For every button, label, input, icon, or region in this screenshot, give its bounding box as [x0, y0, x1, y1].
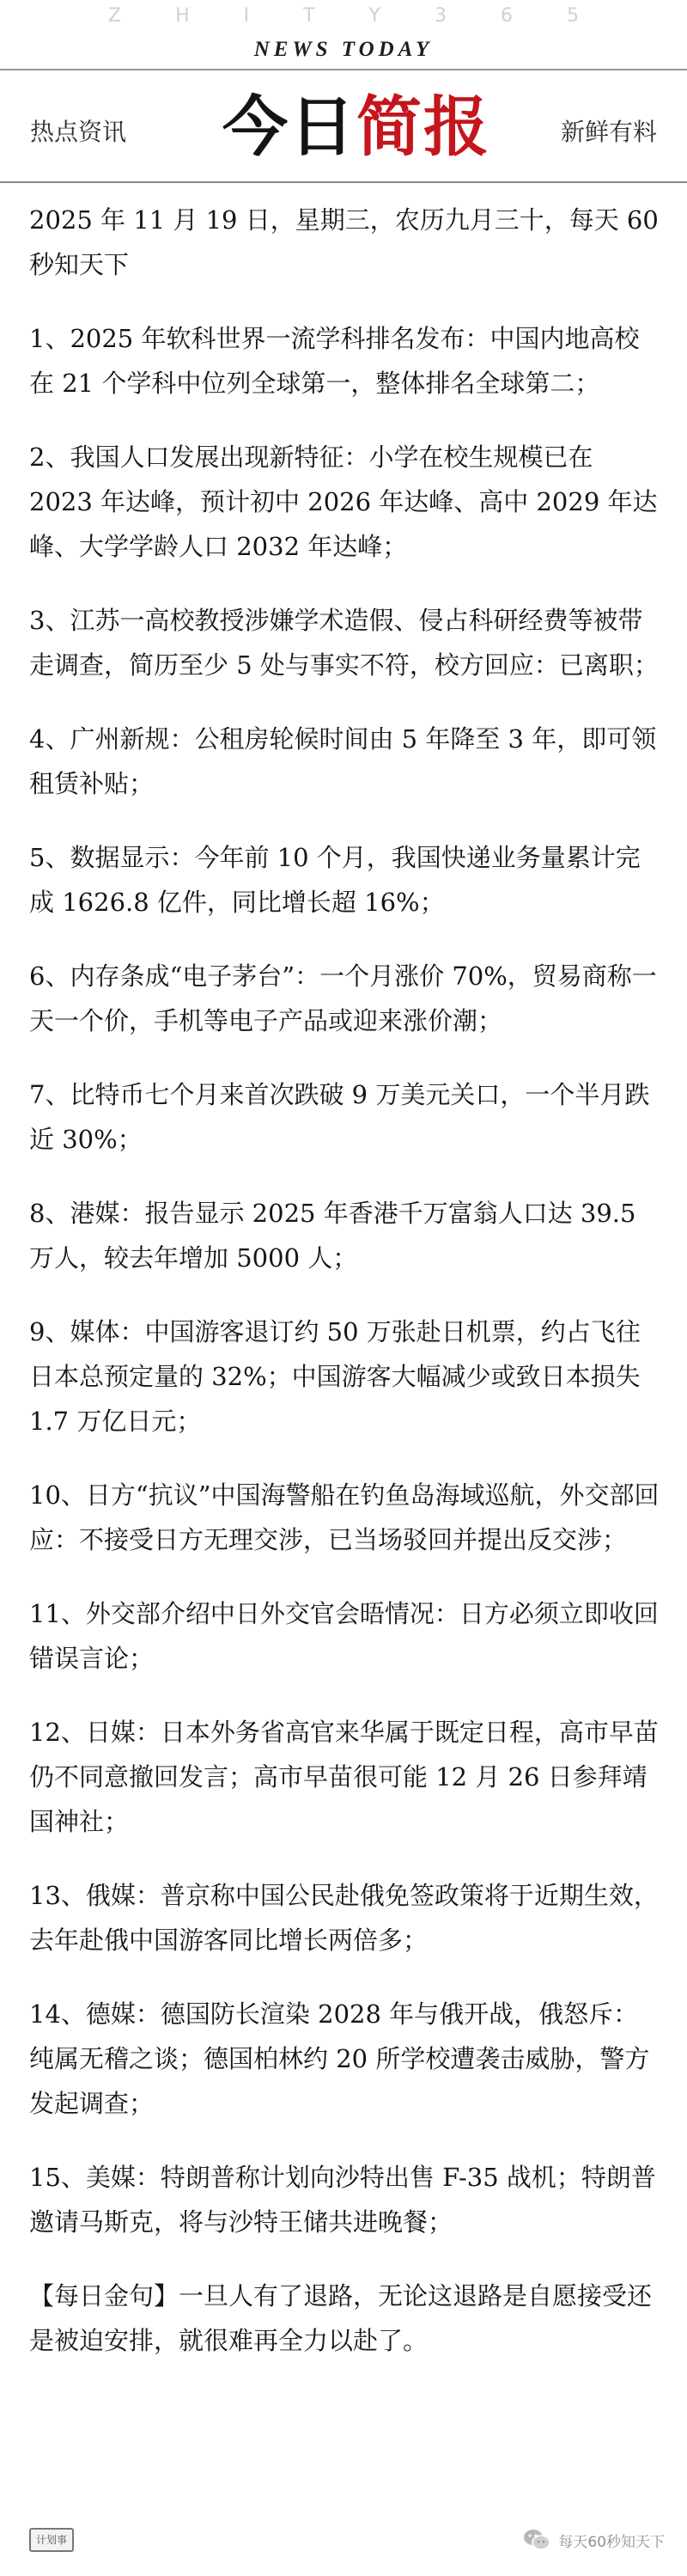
masthead-right-label: 新鲜有料: [560, 118, 657, 146]
news-item-12: 12、日媒：日本外务省高官来华属于既定日程，高市早苗仍不同意撤回发言；高市早苗很可能 12 月 26 日参拜靖国神社；: [29, 1718, 659, 1836]
date-line: 2025 年 11 月 19 日，星期三，农历九月三十，每天 60 秒知天下: [29, 205, 659, 279]
masthead-letters: Z H I T Y 3 6 5: [108, 5, 603, 27]
footer-stamp: 计划事: [29, 2528, 74, 2552]
masthead-tagline: NEWS TODAY: [253, 38, 434, 61]
masthead-top-rule: [0, 69, 687, 70]
news-item-13: 13、俄媒：普京称中国公民赴俄免签政策将于近期生效，去年赴俄中国游客同比增长两倍多；: [29, 1881, 659, 1955]
news-item-10: 10、日方“抗议”中国海警船在钓鱼岛海域巡航，外交部回应：不接受日方无理交涉，已当场驳回并提出反交涉；: [29, 1480, 660, 1554]
news-item-8: 8、港媒：报告显示 2025 年香港千万富翁人口达 39.5 万人，较去年增加 5000 人；: [29, 1199, 636, 1273]
wechat-icon: [522, 2526, 551, 2554]
article-body: [29, 198, 663, 2392]
title-black-part: 今日: [222, 89, 356, 165]
watermark-text: 每天60秒知天下: [558, 2533, 665, 2551]
news-item-7: 7、比特币七个月来首次跌破 9 万美元关口，一个半月跌近 30%；: [29, 1080, 650, 1154]
masthead: [0, 0, 687, 184]
title-red-part: 简报: [356, 89, 490, 165]
masthead-bottom-rule: [0, 181, 687, 183]
news-item-14: 14、德媒：德国防长渲染 2028 年与俄开战，俄怒斥：纯属无稽之谈；德国柏林约 20 所学校遭袭击威胁，警方发起调查；: [29, 1999, 650, 2118]
news-item-5: 5、数据显示：今年前 10 个月，我国快递业务量累计完成 1626.8 亿件，同比增长超 16%；: [29, 843, 641, 917]
account-watermark: [522, 2526, 665, 2554]
masthead-title: [215, 84, 498, 170]
news-item-9: 9、媒体：中国游客退订约 50 万张赴日机票，约占飞往日本总预定量的 32%；中国游客大幅减少或致日本损失 1.7 万亿日元；: [29, 1317, 641, 1436]
news-item-6: 6、内存条成“电子茅台”：一个月涨价 70%，贸易商称一天一个价，手机等电子产品或迎来涨价潮；: [29, 961, 657, 1035]
news-item-2: 2、我国人口发展出现新特征：小学在校生规模已在 2023 年达峰，预计初中 2026 年达峰、高中 2029 年达峰、大学学龄人口 2032 年达峰；: [29, 443, 658, 561]
news-item-15: 15、美媒：特朗普称计划向沙特出售 F-35 战机；特朗普邀请马斯克，将与沙特王储共进晚餐；: [29, 2163, 656, 2237]
news-item-4: 4、广州新规：公租房轮候时间由 5 年降至 3 年，即可领租赁补贴；: [29, 724, 657, 798]
daily-quote: 【每日金句】一旦人有了退路，无论这退路是自愿接受还是被迫安排，就很难再全力以赴了。: [29, 2281, 653, 2355]
masthead-left-label: 热点资讯: [30, 118, 127, 146]
news-item-1: 1、2025 年软科世界一流学科排名发布：中国内地高校在 21 个学科中位列全球第一，整体排名全球第二；: [29, 324, 640, 398]
news-item-3: 3、江苏一高校教授涉嫌学术造假、侵占科研经费等被带走调查，简历至少 5 处与事实不符，校方回应：已离职；: [29, 606, 659, 680]
footer: [0, 2509, 687, 2576]
news-item-11: 11、外交部介绍中日外交官会晤情况：日方必须立即收回错误言论；: [29, 1599, 659, 1673]
